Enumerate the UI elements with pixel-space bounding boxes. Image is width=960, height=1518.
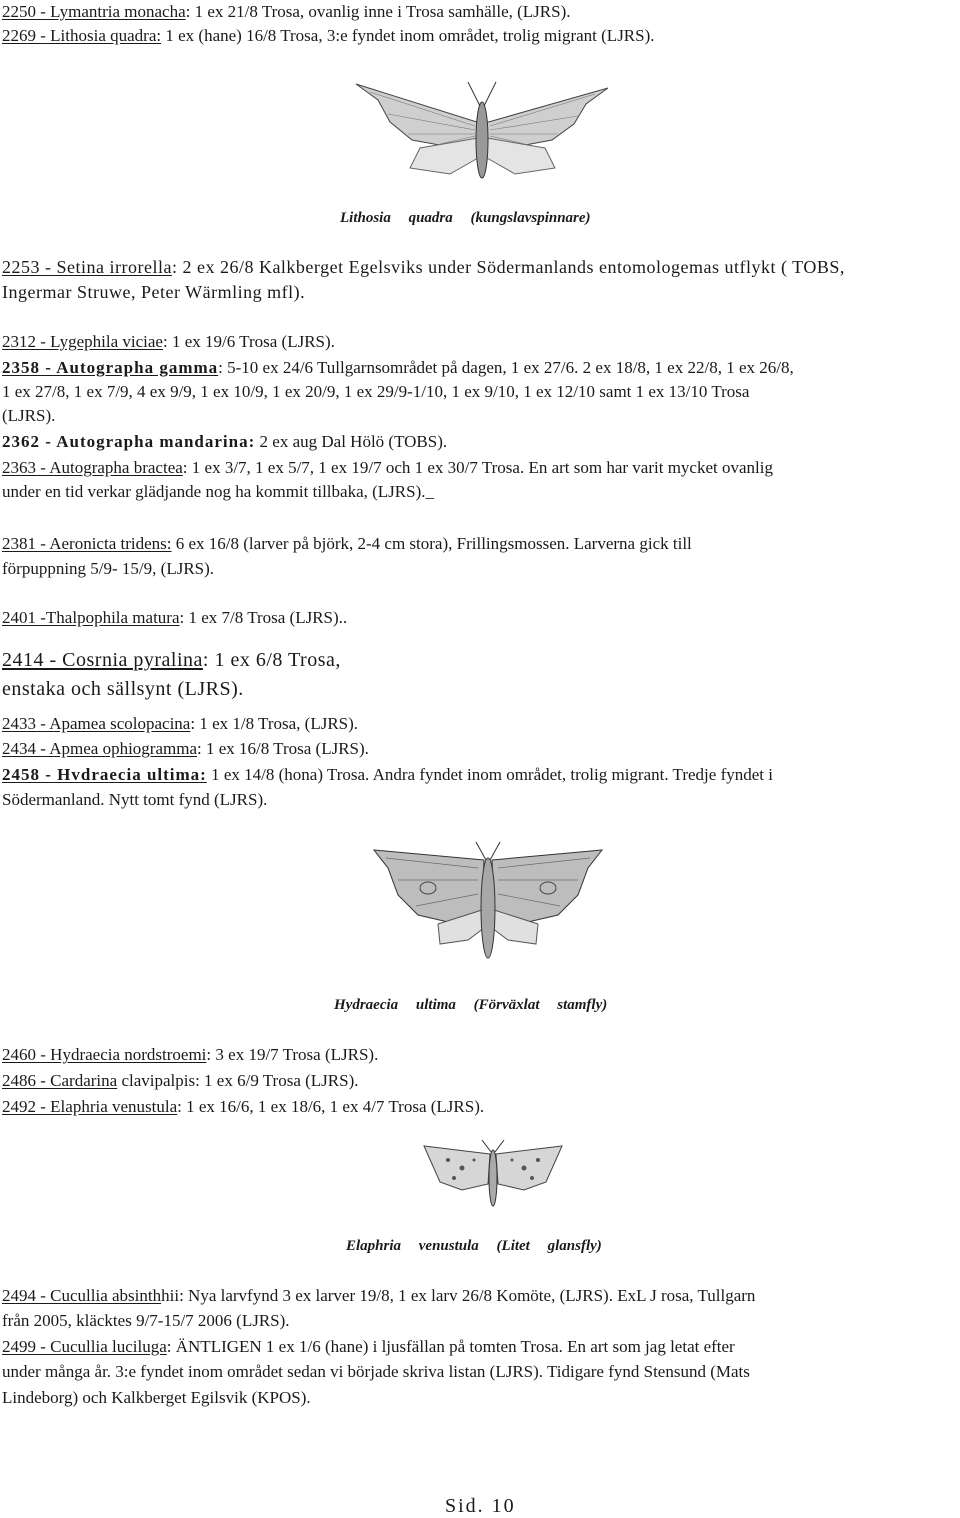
- line-setina-cont: Ingermar Struwe, Peter Wärmling mfl).: [2, 282, 306, 302]
- species-link: 2381 - Aeronicta tridens:: [2, 534, 172, 553]
- caption-lithosia: Lithosia quadra (kungslavspinnare): [340, 210, 591, 226]
- species-link: 2401 -Thalpophila matura: [2, 608, 180, 627]
- line-lithosia: [2, 26, 655, 46]
- line-cosmia-cont: enstaka och sällsynt (LJRS).: [2, 678, 244, 700]
- species-link: 2460 - Hydraecia nordstroemi: [2, 1045, 207, 1064]
- line-luciluga-cont2: Lindeborg) och Kalkberget Egilsvik (KPOS).: [2, 1388, 311, 1407]
- caption-elaphria: Elaphria venustula (Litet glansfly): [346, 1238, 602, 1254]
- line-hydraecia-ultima: [2, 765, 773, 785]
- record-text: clavipalpis: 1 ex 6/9 Trosa (LJRS).: [117, 1071, 359, 1090]
- species-link: 2458 - Hvdraecia ultima:: [2, 765, 207, 784]
- line-lygephila: [2, 332, 335, 352]
- record-text: : ÄNTLIGEN 1 ex 1/6 (hane) i ljusfällan på tomten Trosa. En art som jag letat efter: [166, 1337, 735, 1356]
- page-number: Sid. 10: [445, 1495, 516, 1517]
- species-link: 2486 - Cardarina: [2, 1071, 118, 1090]
- moth-illustration-hydraecia: [368, 840, 608, 980]
- line-aeronicta: [2, 534, 692, 554]
- line-bractea: [2, 458, 773, 478]
- line-luciluga: [2, 1337, 735, 1357]
- line-lymantria: [2, 2, 571, 22]
- moth-illustration-lithosia: [350, 78, 615, 194]
- line-elaphria: [2, 1097, 484, 1117]
- species-link: 2312 - Lygephila viciae: [2, 332, 163, 351]
- species-link: 2494 - Cucullia absinth: [2, 1286, 162, 1305]
- record-text: : 2 ex 26/8 Kalkberget Egelsviks under Södermanlands entomologemas utflykt ( TOBS,: [171, 257, 845, 277]
- line-cosmia: [2, 648, 341, 672]
- line-absinthii-cont: från 2005, kläcktes 9/7-15/7 2006 (LJRS).: [2, 1311, 290, 1330]
- species-link: 2434 - Apmea ophiogramma: [2, 739, 197, 758]
- record-text: : 3 ex 19/7 Trosa (LJRS).: [206, 1045, 379, 1064]
- record-text: : 1 ex 16/6, 1 ex 18/6, 1 ex 4/7 Trosa (LJRS).: [177, 1097, 485, 1116]
- record-text: : 1 ex 3/7, 1 ex 5/7, 1 ex 19/7 och 1 ex 30/7 Trosa. En art som har varit mycket ovanlig: [182, 458, 773, 477]
- species-link: 2358 - Autographa gamma: [2, 358, 219, 377]
- record-text: : 1 ex 16/8 Trosa (LJRS).: [197, 739, 369, 758]
- line-gamma: [2, 358, 794, 378]
- species-link: 2250 - Lymantria monacha: [2, 2, 186, 21]
- species-link: 2433 - Apamea scolopacina: [2, 714, 191, 733]
- line-gamma-cont2: (LJRS).: [2, 406, 56, 425]
- moth-illustration-elaphria: [418, 1138, 568, 1216]
- line-mandarina: [2, 432, 447, 452]
- record-text: hii: Nya larvfynd 3 ex larver 19/8, 1 ex larv 26/8 Komöte, (LJRS). ExL J rosa, Tullgarn: [161, 1286, 756, 1305]
- record-text: : 1 ex 1/8 Trosa, (LJRS).: [190, 714, 359, 733]
- line-luciluga-cont: under många år. 3:e fyndet inom området sedan vi började skriva listan (LJRS). Tidigare fynd Stensund (Mats: [2, 1362, 750, 1381]
- record-text: 2 ex aug Dal Hölö (TOBS).: [255, 432, 448, 451]
- line-bractea-cont: under en tid verkar glädjande nog ha kommit tillbaka, (LJRS)._: [2, 482, 434, 501]
- record-text: : 1 ex 6/8 Trosa,: [202, 649, 341, 671]
- line-absinthii: [2, 1286, 755, 1306]
- record-text: 1 ex (hane) 16/8 Trosa, 3:e fyndet inom området, trolig migrant (LJRS).: [161, 26, 655, 45]
- record-text: : 1 ex 21/8 Trosa, ovanlig inne i Trosa samhälle, (LJRS).: [185, 2, 571, 21]
- line-aeronicta-cont: förpuppning 5/9- 15/9, (LJRS).: [2, 559, 215, 578]
- species-link: 2414 - Cosrnia pyralina: [2, 649, 203, 671]
- species-link: 2362 - Autographa mandarina:: [2, 432, 256, 451]
- species-link: 2269 - Lithosia quadra:: [2, 26, 162, 45]
- record-text: : 1 ex 7/8 Trosa (LJRS)..: [179, 608, 348, 627]
- species-link: 2253 - Setina irrorella: [2, 257, 172, 277]
- record-text: 1 ex 14/8 (hona) Trosa. Andra fyndet inom området, trolig migrant. Tredje fyndet i: [206, 765, 773, 784]
- line-thalpophila: [2, 608, 347, 628]
- caption-hydraecia: Hydraecia ultima (Förväxlat stamfly): [334, 997, 608, 1013]
- line-gamma-cont: 1 ex 27/8, 1 ex 7/9, 4 ex 9/9, 1 ex 10/9, 1 ex 20/9, 1 ex 29/9-1/10, 1 ex 9/10, 1 ex 12/10 samt 1 ex 13/10 Trosa: [2, 382, 750, 401]
- record-text: : 5-10 ex 24/6 Tullgarnsområdet på dagen, 1 ex 27/6. 2 ex 18/8, 1 ex 22/8, 1 ex 26/8,: [218, 358, 794, 377]
- line-nordstroemi: [2, 1045, 378, 1065]
- species-link: 2492 - Elaphria venustula: [2, 1097, 178, 1116]
- species-link: 2499 - Cucullia luciluga: [2, 1337, 167, 1356]
- species-link: 2363 - Autographa bractea: [2, 458, 183, 477]
- record-text: : 1 ex 19/6 Trosa (LJRS).: [162, 332, 335, 351]
- line-apmea: [2, 739, 369, 759]
- record-text: 6 ex 16/8 (larver på björk, 2-4 cm stora), Frillingsmossen. Larverna gick till: [171, 534, 692, 553]
- line-apamea: [2, 714, 358, 734]
- line-hydraecia-ultima-cont: Södermanland. Nytt tomt fynd (LJRS).: [2, 790, 268, 809]
- line-setina: [2, 257, 845, 277]
- line-cardarina: [2, 1071, 359, 1091]
